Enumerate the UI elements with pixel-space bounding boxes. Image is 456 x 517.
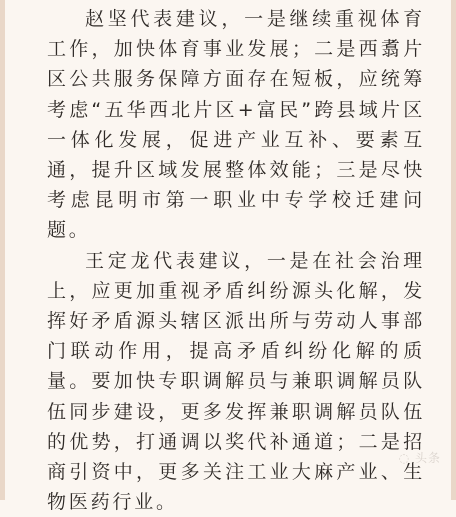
- paragraph-2: 王定龙代表建议，一是在社会治理上，应更加重视矛盾纠纷源头化解，发挥好矛盾源头辖区派出所与劳动人事部门联动作用，提高矛盾纠纷化解的质量。要加快专职调解员与兼职调解员队伍同步建设，更多发挥兼职调解员队伍的优势，打通调以奖代补通道；二是招商引资中，更多关注工业大麻产业、生物医药行业。: [47, 249, 425, 514]
- watermark-icon: ◌: [398, 451, 411, 465]
- article-body: [47, 4, 425, 517]
- watermark-text: 头条: [414, 451, 441, 465]
- paragraph-1: 赵坚代表建议，一是继续重视体育工作，加快体育事业发展；二是西翥片区公共服务保障方面存在短板，应统筹考虑“五华西北片区+富民”跨县域片区一体化发展，促进产业互补、要素互通，提升区域发展整体效能；三是尽快考虑昆明市第一职业中专学校迁建问题。: [47, 8, 425, 242]
- watermark: [399, 449, 441, 466]
